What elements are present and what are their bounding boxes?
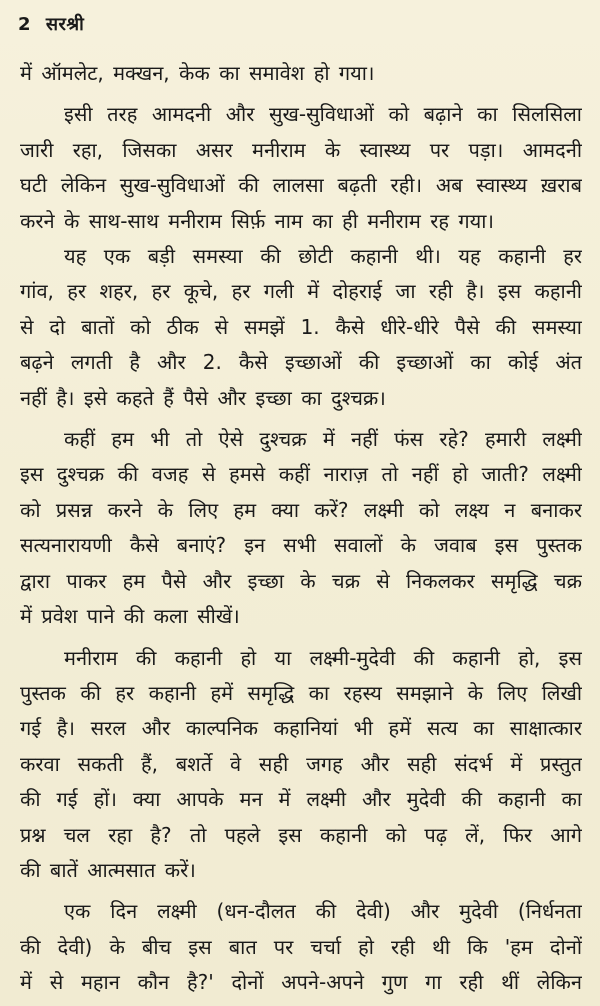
text-line: में ऑमलेट, मक्खन, केक का समावेश हो गया। <box>20 61 375 85</box>
text-line: में प्रवेश पाने की कला सीखें। <box>20 604 240 629</box>
text-line: प्रश्न चल रहा है? तो पहले इस कहानी को पढ़ लें, फिर आगे <box>20 822 582 847</box>
text-line: से दो बातों को ठीक से समझें 1. कैसे धीरे-धीरे पैसे की समस्या <box>20 314 582 339</box>
text-line: गई है। सरल और काल्पनिक कहानियां भी हमें सत्य का साक्षात्कार <box>20 716 582 741</box>
body-text <box>20 56 582 1001</box>
text-line: द्वारा पाकर हम पैसे और इच्छा के चक्र से निकलकर समृद्धि चक्र <box>20 568 582 593</box>
text-line: बढ़ने लगती है और 2. कैसे इच्छाओं की इच्छाओं का कोई अंत <box>20 350 582 375</box>
text-line: सत्यनारायणी कैसे बनाएं? इन सभी सवालों के जवाब इस पुस्तक <box>20 533 582 558</box>
text-line: में से महान कौन है?' दोनों अपने-अपने गुण गा रही थीं लेकिन <box>20 970 582 995</box>
text-line: इस दुश्चक्र की वजह से हमसे कहीं नाराज़ तो नहीं हो जाती? लक्ष्मी <box>20 462 582 487</box>
text-line: जारी रहा, जिसका असर मनीराम के स्वास्थ्य पर पड़ा। आमदनी <box>20 137 582 162</box>
text-line: एक दिन लक्ष्मी (धन-दौलत की देवी) और मुदेवी (निर्धनता <box>64 899 582 924</box>
text-line: कहीं हम भी तो ऐसे दुश्चक्र में नहीं फंस रहे? हमारी लक्ष्मी <box>64 427 582 452</box>
page-header <box>18 12 84 36</box>
text-line: की देवी) के बीच इस बात पर चर्चा हो रही थी कि 'हम दोनों <box>20 934 582 959</box>
text-line: इसी तरह आमदनी और सुख-सुविधाओं को बढ़ाने का सिलसिला <box>64 102 582 127</box>
text-line: पुस्तक की हर कहानी हमें समृद्धि का रहस्य समझाने के लिए लिखी <box>20 680 582 705</box>
text-line: करवा सकती हैं, बशर्ते वे सही जगह और सही संदर्भ में प्रस्तुत <box>20 751 582 776</box>
text-line: घटी लेकिन सुख-सुविधाओं की लालसा बढ़ती रही। अब स्वास्थ्य ख़राब <box>20 173 582 198</box>
running-title: सरश्री <box>45 14 85 35</box>
text-line: को प्रसन्न करने के लिए हम क्या करें? लक्ष्मी को लक्ष्य न बनाकर <box>20 497 582 522</box>
text-line: नहीं है। इसे कहते हैं पैसे और इच्छा का दुश्चक्र। <box>20 385 386 410</box>
text-line: की बातें आत्मसात करें। <box>20 857 196 882</box>
text-line: करने के साथ-साथ मनीराम सिर्फ़ नाम का ही मनीराम रह गया। <box>20 208 494 233</box>
text-line: गांव, हर शहर, हर कूचे, हर गली में दोहराई जा रही है। इस कहानी <box>20 279 582 304</box>
page-number: 2 <box>18 14 32 35</box>
text-line: यह एक बड़ी समस्या की छोटी कहानी थी। यह कहानी हर <box>64 244 582 269</box>
text-line: की गई हों। क्या आपके मन में लक्ष्मी और मुदेवी की कहानी का <box>20 787 582 812</box>
text-line: मनीराम की कहानी हो या लक्ष्मी-मुदेवी की कहानी हो, इस <box>64 645 582 670</box>
